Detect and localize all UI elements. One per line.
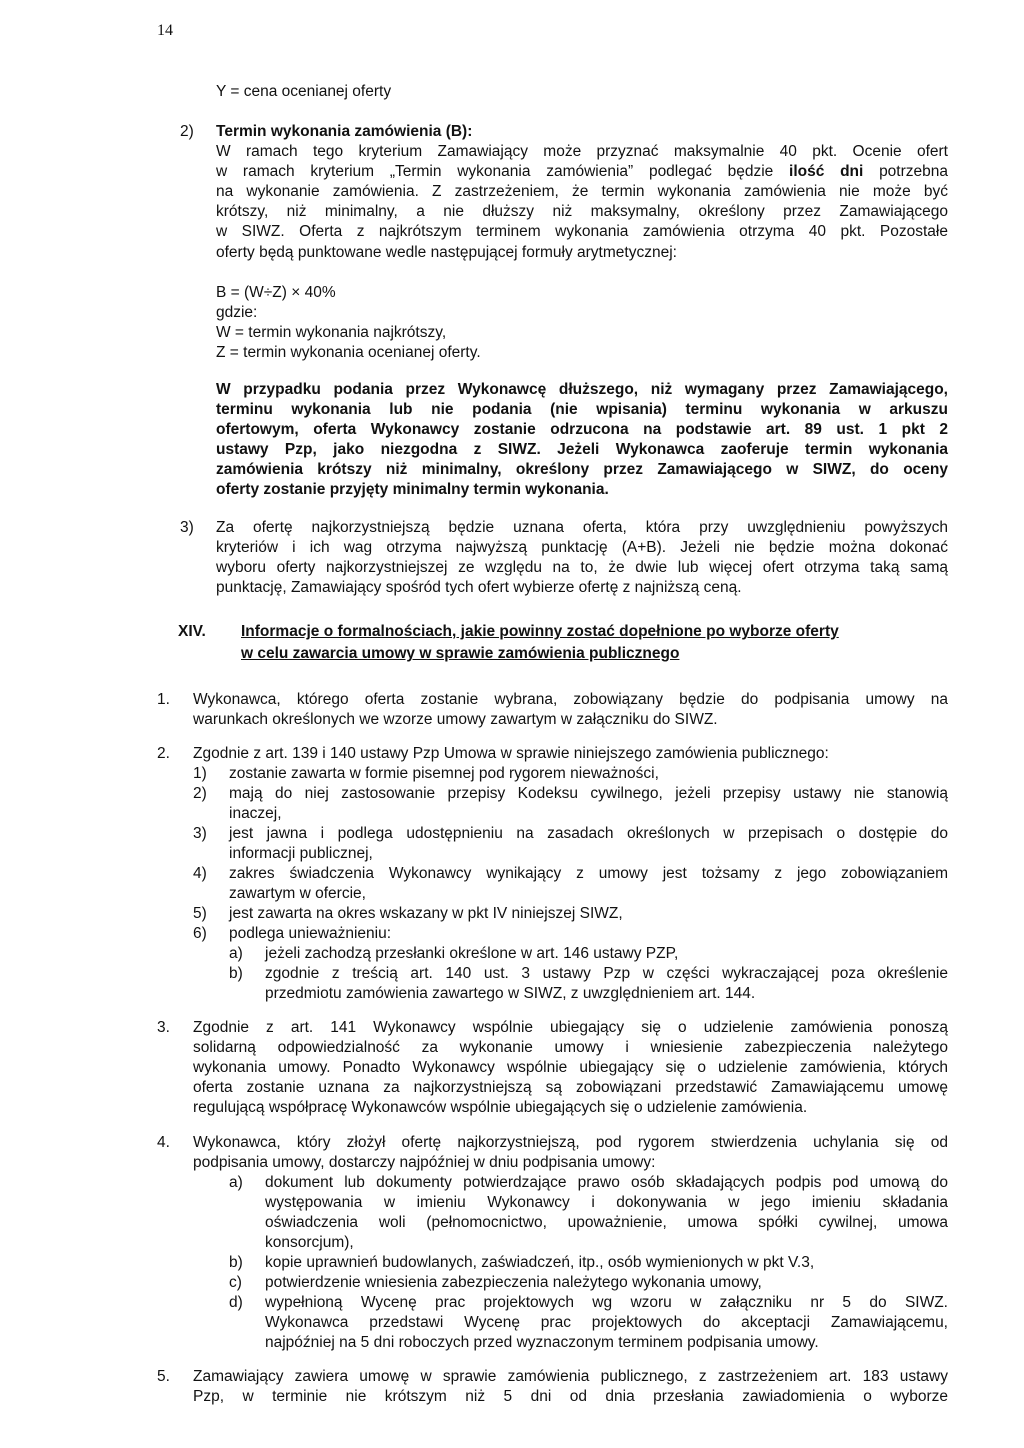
paragraph-line: Za ofertę najkorzystniejszą będzie uznana oferta, która przy uwzględnieniu powyższych (216, 519, 948, 536)
item-5-number: 5. (157, 1368, 170, 1385)
section-2-title: Termin wykonania zamówienia (B): (216, 123, 473, 140)
list-item: podlega unieważnieniu: (229, 925, 392, 942)
paragraph-line: solidarną odpowiedzialność za wykonanie umowy i wniesienie zabezpieczenia należytego (193, 1039, 948, 1056)
text-span: potrzebna (863, 163, 949, 180)
list-letter: b) (229, 965, 243, 982)
list-item: występowania w imieniu Wykonawcy i dokonywania w jego imieniu składania (265, 1194, 948, 1211)
paragraph-line: wyboru oferty najkorzystniejszej ze względu na to, że dwie lub więcej ofert otrzyma taką samą (216, 559, 948, 576)
paragraph-line: na wykonanie zamówienia. Z zastrzeżeniem, że termin wykonania zamówienia nie może być (216, 183, 948, 200)
paragraph-line: W ramach tego kryterium Zamawiający może przyznać maksymalnie 40 pkt. Ocenie ofert (216, 143, 948, 160)
paragraph-line (216, 162, 948, 182)
list-item: przedmiotu zamówienia zawartego w SIWZ, z uwzględnieniem art. 144. (265, 985, 756, 1002)
list-letter: b) (229, 1254, 243, 1271)
chapter-title: w celu zawarcia umowy w sprawie zamówienia publicznego (241, 645, 680, 662)
formula-w-definition: W = termin wykonania najkrótszy, (216, 324, 447, 341)
list-item: inaczej, (229, 805, 282, 822)
bold-paragraph-line: ustawy Pzp, jako niezgodna z SIWZ. Jeżeli Wykonawca zaoferuje termin wykonania (216, 441, 948, 458)
list-item: zakres świadczenia Wykonawcy wynikający z umowy jest tożsamy z jego zobowiązaniem (229, 865, 948, 882)
paragraph-line: Wykonawca, który złożył ofertę najkorzystniejszą, pod rygorem stwierdzenia uchylania się od (193, 1134, 948, 1151)
text-span: w ramach kryterium „Termin wykonania zamówienia” podlegać będzie (216, 163, 790, 180)
paragraph-line: krótszy, niż minimalny, a nie dłuższy niż maksymalny, określony przez Zamawiającego (216, 203, 948, 220)
list-item: oświadczenia woli (pełnomocnictwo, upoważnienie, umowa spółki cywilnej, umowa (265, 1214, 948, 1231)
paragraph-line: kryteriów i ich wag otrzyma najwyższą punktację (A+B). Jeżeli nie będzie można dokonać (216, 539, 948, 556)
paragraph-line: punktację, Zamawiający spośród tych ofert wybierze ofertę z najniższą ceną. (216, 579, 742, 596)
list-letter: a) (229, 945, 243, 962)
list-number: 1) (193, 765, 207, 782)
bold-paragraph-line: terminu wykonania lub nie podania (nie wpisania) terminu wykonania w arkuszu (216, 401, 948, 418)
paragraph-line: wykonania umowy. Ponadto Wykonawcy wspólnie ubiegający się o udzielenie zamówienia, których (193, 1059, 948, 1076)
emphasis-text: ilość dni (789, 163, 864, 180)
list-item: jest jawna i podlega udostępnieniu na zasadach określonych w przepisach o dostępie do (229, 825, 948, 842)
paragraph-line: Zamawiający zawiera umowę w sprawie zamówienia publicznego, z zastrzeżeniem art. 183 ustawy (193, 1368, 948, 1385)
chapter-number: XIV. (178, 623, 206, 640)
list-item: kopie uprawnień budowlanych, zaświadczeń, itp., osób wymienionych w pkt V.3, (265, 1254, 815, 1271)
list-item: wypełnioną Wycenę prac projektowych wg wzoru w załączniku nr 5 do SIWZ. (265, 1294, 948, 1311)
bold-paragraph-line: W przypadku podania przez Wykonawcę dłuższego, niż wymagany przez Zamawiającego, (216, 381, 948, 398)
list-item: dokument lub dokumenty potwierdzające prawo osób składających podpis pod umową do (265, 1174, 948, 1191)
formula-z-definition: Z = termin wykonania ocenianej oferty. (216, 344, 481, 361)
bold-paragraph-line: oferty zostanie przyjęty minimalny termin wykonania. (216, 481, 609, 498)
paragraph-line: w SIWZ. Oferta z najkrótszym terminem wykonania zamówienia otrzyma 40 pkt. Pozostałe (216, 223, 948, 240)
y-definition: Y = cena ocenianej oferty (216, 83, 392, 100)
paragraph-line: Pzp, w terminie nie krótszym niż 5 dni od dnia przesłania zawiadomienia o wyborze (193, 1388, 948, 1405)
list-item: zawartym w ofercie, (229, 885, 366, 902)
paragraph-line: oferty będą punktowane wedle następującej formuły arytmetycznej: (216, 244, 677, 261)
paragraph-line: Wykonawca, którego oferta zostanie wybrana, zobowiązany będzie do podpisania umowy na (193, 691, 948, 708)
section-2-number: 2) (180, 123, 194, 140)
list-item: najpóźniej na 5 dni roboczych przed wyznaczonym terminem podpisania umowy. (265, 1334, 819, 1351)
list-number: 6) (193, 925, 207, 942)
list-item: zostanie zawarta w formie pisemnej pod rygorem nieważności, (229, 765, 659, 782)
item-1-number: 1. (157, 691, 170, 708)
item-3-number: 3. (157, 1019, 170, 1036)
list-item: jeżeli zachodzą przesłanki określone w art. 146 ustawy PZP, (265, 945, 679, 962)
section-3-number: 3) (180, 519, 194, 536)
formula: B = (W÷Z) × 40% (216, 284, 336, 301)
paragraph-line: Zgodnie z art. 139 i 140 ustawy Pzp Umowa w sprawie niniejszego zamówienia publicznego: (193, 745, 829, 762)
list-item: zgodnie z treścią art. 140 ust. 3 ustawy Pzp w części wykraczającej poza określenie (265, 965, 948, 982)
item-2-number: 2. (157, 745, 170, 762)
paragraph-line: oferta zostanie uznana za najkorzystniejszą są zobowiązani przedstawić Zamawiającemu umowę (193, 1079, 948, 1096)
list-item: Wykonawca przedstawi Wycenę prac projektowych do akceptacji Zamawiającemu, (265, 1314, 948, 1331)
list-item: konsorcjum), (265, 1234, 354, 1251)
formula-where: gdzie: (216, 304, 258, 321)
bold-paragraph-line: ofertowym, oferta Wykonawcy zostanie odrzucona na podstawie art. 89 ust. 1 pkt 2 (216, 421, 948, 438)
paragraph-line: podpisania umowy, dostarczy najpóźniej w dniu podpisania umowy: (193, 1154, 656, 1171)
list-item: mają do niej zastosowanie przepisy Kodeksu cywilnego, jeżeli przepisy ustawy nie stanowią (229, 785, 948, 802)
list-number: 2) (193, 785, 207, 802)
bold-paragraph-line: zamówienia krótszy niż minimalny, określony przez Zamawiającego w SIWZ, do oceny (216, 461, 948, 478)
chapter-title: Informacje o formalnościach, jakie powinny zostać dopełnione po wyborze oferty (241, 623, 839, 640)
page-number: 14 (157, 22, 173, 39)
list-item: jest zawarta na okres wskazany w pkt IV niniejszej SIWZ, (229, 905, 623, 922)
list-number: 4) (193, 865, 207, 882)
list-number: 3) (193, 825, 207, 842)
list-number: 5) (193, 905, 207, 922)
list-letter: d) (229, 1294, 243, 1311)
item-4-number: 4. (157, 1134, 170, 1151)
paragraph-line: regulującą współpracę Wykonawców wspólnie ubiegających się o udzielenie zamówienia. (193, 1099, 808, 1116)
list-item: informacji publicznej, (229, 845, 373, 862)
list-letter: c) (229, 1274, 242, 1291)
paragraph-line: Zgodnie z art. 141 Wykonawcy wspólnie ubiegający się o udzielenie zamówienia ponoszą (193, 1019, 948, 1036)
paragraph-line: warunkach określonych we wzorze umowy zawartym w załączniku do SIWZ. (193, 711, 718, 728)
list-item: potwierdzenie wniesienia zabezpieczenia należytego wykonania umowy, (265, 1274, 762, 1291)
list-letter: a) (229, 1174, 243, 1191)
